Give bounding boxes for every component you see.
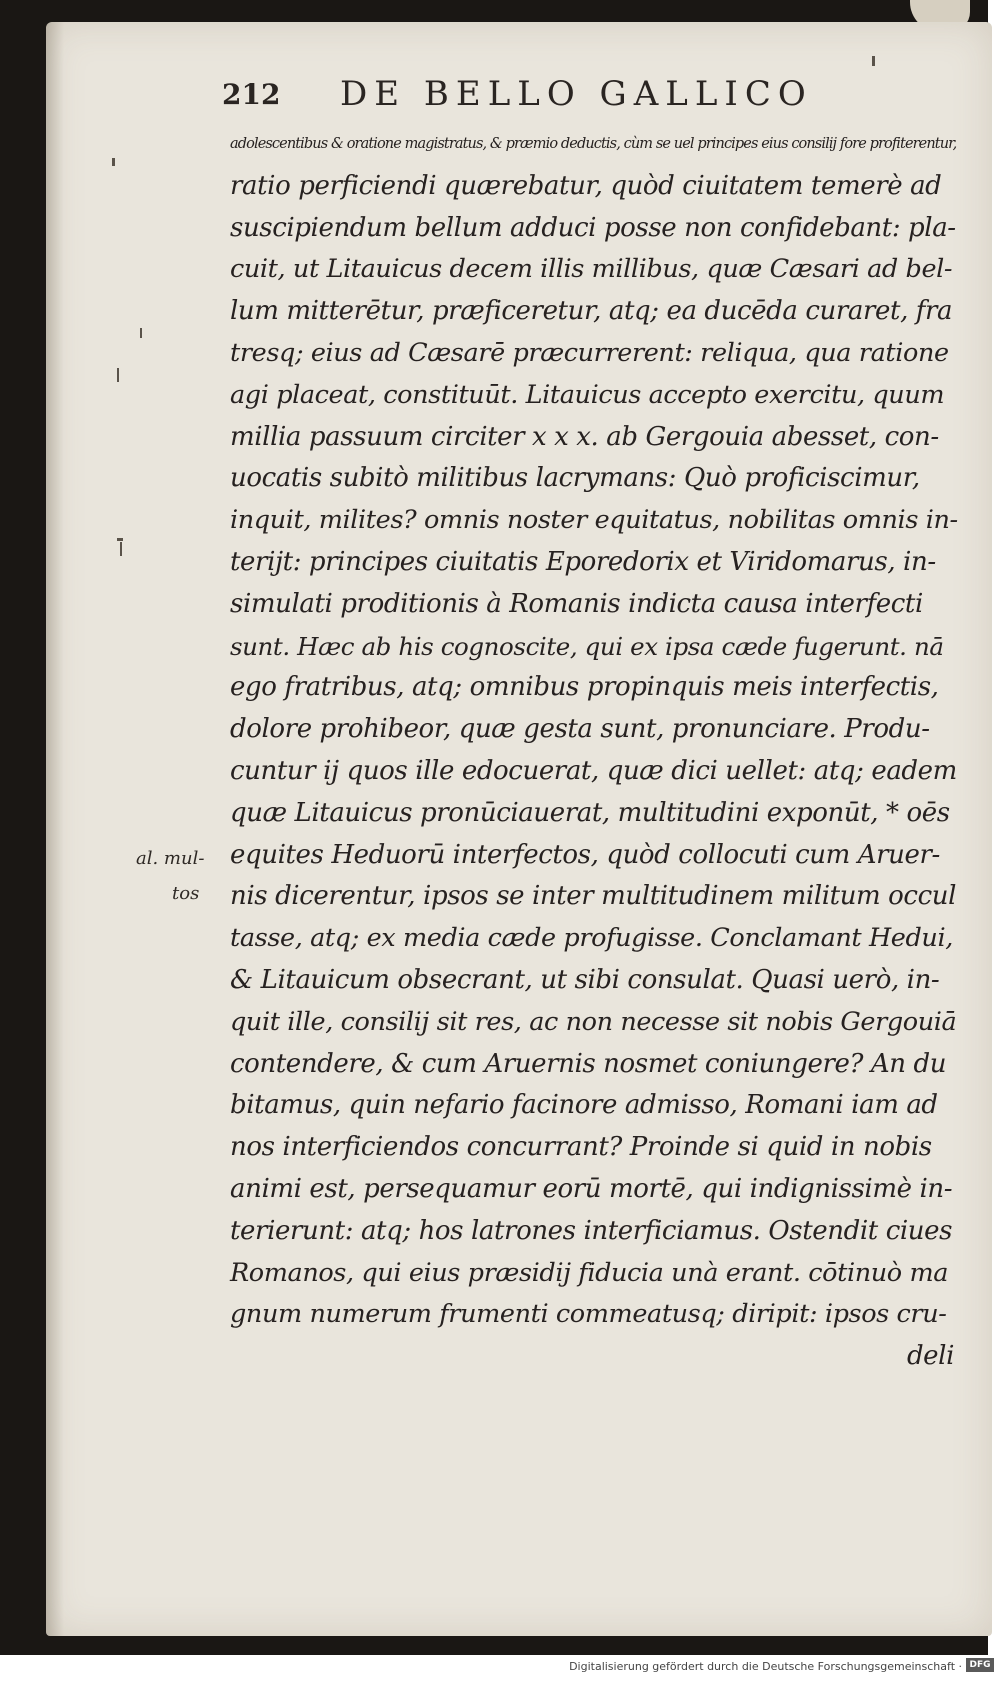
body-text <box>230 124 958 1378</box>
text-line: terijt: principes ciuitatis Eporedorix et Viridomarus, in- <box>230 546 936 577</box>
margin-note: tos <box>172 883 200 904</box>
text-line: inquit, milites? omnis noster equitatus, nobilitas omnis in- <box>230 505 958 536</box>
text-line: quit ille, consilij sit res, ac non necesse sit nobis Gergouiā <box>230 1006 957 1037</box>
text-line: agi placeat, constituūt. Litauicus accepto exercitu, quum <box>230 379 945 410</box>
text-line: terierunt: atq; hos latrones interficiamus. Ostendit ciues <box>230 1215 953 1246</box>
text-line: bitamus, quin nefario facinore admisso, Romani iam ad <box>230 1090 938 1121</box>
text-line: adolescentibus & oratione magistratus, & præmio deductis, cùm se uel principes eius consilij fore profiterentur, <box>230 136 957 152</box>
page-header <box>222 74 942 118</box>
catchword: deli <box>906 1341 954 1372</box>
text-line: cuit, ut Litauicus decem illis millibus, quæ Cæsari ad bel- <box>230 254 953 285</box>
text-line: Romanos, qui eius præsidij fiducia unà erant. cōtinuò ma <box>230 1257 949 1288</box>
text-line: cuntur ij quos ille edocuerat, quæ dici uellet: atq; eadem <box>230 755 957 786</box>
text-line: tresq; eius ad Cæsarē præcurrerent: reliqua, qua ratione <box>230 337 949 368</box>
text-line: quæ Litauicus pronūciauerat, multitudini exponūt, * oēs <box>230 797 950 828</box>
text-line: sunt. Hæc ab his cognoscite, qui ex ipsa cæde fugerunt. nā <box>230 631 944 661</box>
text-line: equites Heduorū interfectos, quòd collocuti cum Aruer- <box>230 839 940 870</box>
margin-speck <box>117 538 123 541</box>
text-line: suscipiendum bellum adduci posse non confidebant: pla- <box>230 212 956 243</box>
text-line: contendere, & cum Aruernis nosmet coniungere? An du <box>230 1048 947 1079</box>
margin-speck <box>120 542 122 556</box>
page-number: 212 <box>222 78 281 111</box>
text-line: tasse, atq; ex media cæde profugisse. Conclamant Hedui, <box>230 923 953 954</box>
text-line: gnum numerum frumenti commeatusq; diripit: ipsos cru- <box>230 1299 947 1330</box>
margin-speck <box>140 328 142 338</box>
margin-speck <box>112 158 115 166</box>
running-head: DE BELLO GALLICO <box>340 74 813 114</box>
margin-speck <box>872 56 875 66</box>
text-line: dolore prohibeor, quæ gesta sunt, pronunciare. Produ- <box>230 714 930 745</box>
text-line: simulati proditionis à Romanis indicta causa interfecti <box>230 588 923 619</box>
text-line: lum mitterētur, præficeretur, atq; ea ducēda curaret, fra <box>230 296 953 327</box>
page-gutter-shadow <box>46 22 64 1636</box>
text-line: nis dicerentur, ipsos se inter multitudinem militum occul <box>230 881 957 912</box>
margin-note: al. mul- <box>136 848 205 869</box>
text-line: & Litauicum obsecrant, ut sibi consulat. Quasi uerò, in- <box>230 964 940 995</box>
text-line: millia passuum circiter x x x. ab Gergouia abesset, con- <box>230 421 939 452</box>
dfg-logo: DFG <box>966 1658 994 1672</box>
text-line: ratio perficiendi quærebatur, quòd ciuitatem temerè ad <box>230 170 942 201</box>
margin-speck <box>117 368 119 382</box>
text-line: animi est, persequamur eorū mortē, qui indignissimè in- <box>230 1173 953 1204</box>
text-line: uocatis subitò militibus lacrymans: Quò proficiscimur, <box>230 463 920 494</box>
footer-credit: Digitalisierung gefördert durch die Deutsche Forschungsgemeinschaft · <box>569 1660 962 1673</box>
text-line: ego fratribus, atq; omnibus propinquis meis interfectis, <box>230 672 939 703</box>
text-line: nos interficiendos concurrant? Proinde si quid in nobis <box>230 1132 932 1163</box>
